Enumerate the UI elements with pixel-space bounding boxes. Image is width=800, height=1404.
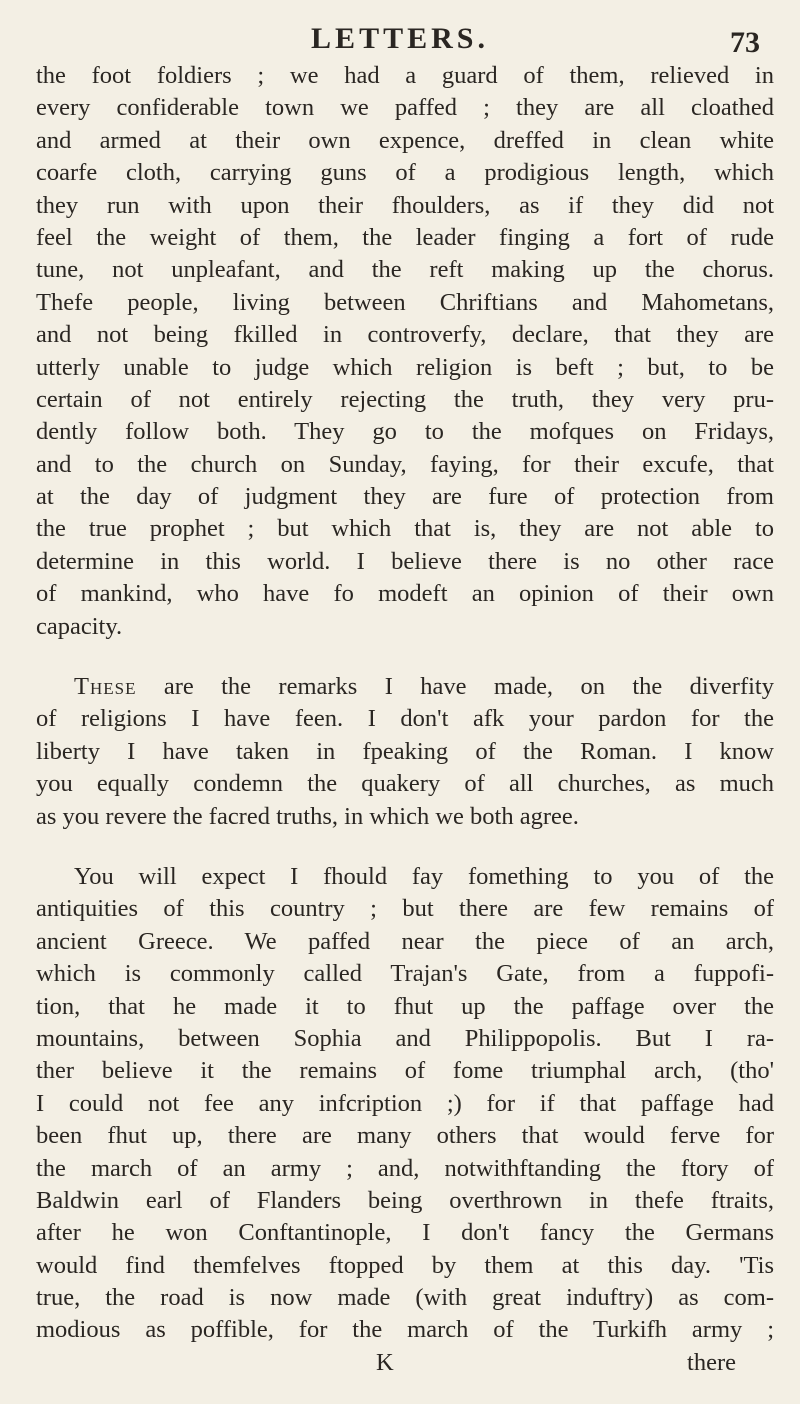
text-line: and armed at their own expence, dreffed in clean white xyxy=(36,126,774,154)
text-line: ancient Greece. We paffed near the piece of an arch, xyxy=(36,927,774,955)
catchword: there xyxy=(687,1348,736,1376)
text-line: mountains, between Sophia and Philippopolis. But I ra- xyxy=(36,1024,774,1052)
text-line: determine in this world. I believe there is no other race xyxy=(36,547,774,575)
text-line: You will expect I fhould fay fomething to you of the xyxy=(74,862,774,890)
page-number: 73 xyxy=(730,26,760,59)
text-line: I could not fee any infcription ;) for if that paffage had xyxy=(36,1089,774,1117)
text-line: would find themfelves ftopped by them at this day. 'Tis xyxy=(36,1251,774,1279)
text-line: as you revere the facred truths, in which we both agree. xyxy=(36,802,579,830)
paragraph-2 xyxy=(36,671,774,833)
text-line: Thefe people, living between Chriftians and Mahometans, xyxy=(36,288,774,316)
text-line: utterly unable to judge which religion is beft ; but, to be xyxy=(36,353,774,381)
text-line: after he won Conftantinople, I don't fancy the Germans xyxy=(36,1219,774,1247)
text-line: dently follow both. They go to the mofques on Fridays, xyxy=(36,418,774,446)
small-caps-lead: These xyxy=(74,673,137,701)
running-head xyxy=(0,14,800,64)
text-line: ther believe it the remains of fome triumphal arch, (tho' xyxy=(36,1057,774,1085)
text-line: they run with upon their fhoulders, as if they did not xyxy=(36,191,774,219)
text-line: you equally condemn the quakery of all churches, as much xyxy=(36,770,774,798)
text-line: coarfe cloth, carrying guns of a prodigious length, which xyxy=(36,159,774,187)
text-line: liberty I have taken in fpeaking of the Roman. I know xyxy=(36,737,774,765)
text-line: and not being fkilled in controverfy, declare, that they are xyxy=(36,321,774,349)
text-line: the foot foldiers ; we had a guard of them, relieved in xyxy=(36,62,774,89)
signature-mark: K xyxy=(376,1348,394,1376)
text-line: tune, not unpleafant, and the reft making up the chorus. xyxy=(36,256,774,284)
page-footer xyxy=(36,1347,774,1379)
text-line: at the day of judgment they are fure of protection from xyxy=(36,483,774,511)
text-line: the true prophet ; but which that is, they are not able to xyxy=(36,515,774,543)
text-line: modious as poffible, for the march of the Turkifh army ; xyxy=(36,1316,774,1344)
text-line: true, the road is now made (with great induftry) as com- xyxy=(36,1284,774,1312)
text-line: of religions I have feen. I don't afk your pardon for the xyxy=(36,705,774,733)
text-line: capacity. xyxy=(36,612,123,640)
text-line: of mankind, who have fo modeft an opinion of their own xyxy=(36,580,774,608)
text-line: Baldwin earl of Flanders being overthrown in thefe ftraits, xyxy=(36,1186,774,1214)
text-line: feel the weight of them, the leader finging a fort of rude xyxy=(36,223,774,251)
text-line xyxy=(36,671,774,703)
text-line: and to the church on Sunday, faying, for their excufe, that xyxy=(36,450,774,478)
text-line: antiquities of this country ; but there are few remains of xyxy=(36,895,774,923)
body-text xyxy=(36,60,774,1379)
text-line: the march of an army ; and, notwithftanding the ftory of xyxy=(36,1154,774,1182)
text-line: every confiderable town we paffed ; they are all cloathed xyxy=(36,94,774,122)
paragraph-gap xyxy=(36,643,774,671)
text-line: been fhut up, there are many others that would ferve for xyxy=(36,1122,774,1150)
text-line-rest: are the remarks I have made, on the diverfity xyxy=(136,673,774,701)
text-line: certain of not entirely rejecting the truth, they very pru- xyxy=(36,385,774,413)
paragraph-3 xyxy=(36,861,774,1347)
text-line: which is commonly called Trajan's Gate, from a fuppofi- xyxy=(36,960,774,988)
paragraph-1 xyxy=(36,60,774,643)
running-title: LETTERS. xyxy=(311,22,489,55)
paragraph-gap xyxy=(36,833,774,861)
text-line: tion, that he made it to fhut up the paffage over the xyxy=(36,992,774,1020)
